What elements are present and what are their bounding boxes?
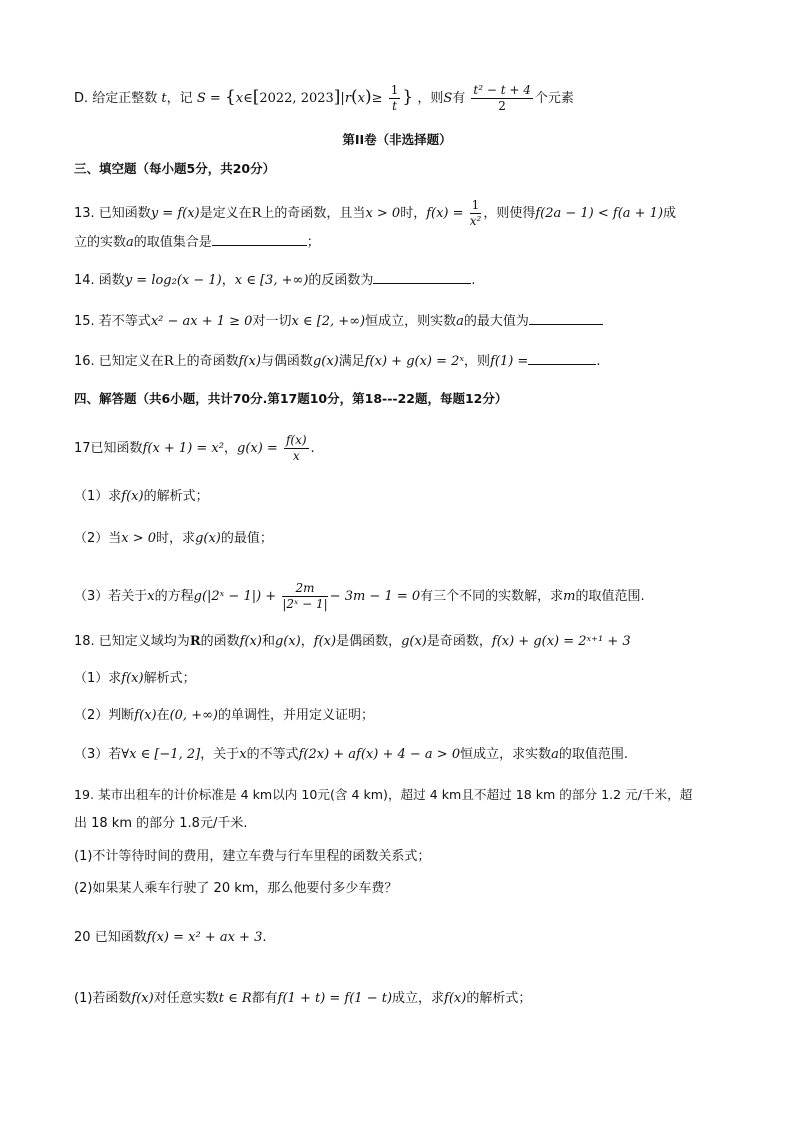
q14-func: y = log₂(x − 1) (124, 273, 222, 288)
q17-p2-c: 的最值； (220, 531, 273, 546)
q18-p3-e: 的取值范围. (558, 747, 629, 762)
q17-p2-a: （2）当 (74, 531, 122, 546)
part4-header: 四、解答题（共6小题，共计70分.第17题10分，第18---22题，每题12分） (74, 391, 508, 406)
q12d-bar: | (340, 91, 345, 106)
q20-p1-e: 的解析式； (466, 991, 532, 1006)
q12d-label: D. 给定正整数 (74, 91, 158, 106)
q13-R: R (251, 206, 262, 221)
q13-a: 13. 已知函数 (74, 206, 151, 221)
q15-b: 对一切 (252, 314, 292, 329)
q17-f1: f(x + 1) = x² (142, 441, 224, 456)
q20-stem (74, 928, 267, 948)
q20-p1-c: 都有 (251, 991, 278, 1006)
q14-a: 14. 函数 (74, 273, 125, 288)
part3-header: 三、填空题（每小题5分，共20分） (74, 161, 276, 176)
q20-p1-eq: f(1 + t) = f(1 − t) (277, 991, 393, 1006)
q16-a: 16. 已知定义在 (74, 354, 164, 369)
q13-answer-blank[interactable] (212, 233, 307, 246)
q12d-eq: = (209, 91, 221, 106)
q12d-count-num: t² − t + 4 (473, 83, 531, 97)
q17-g: g(x) = (237, 441, 278, 456)
section-title: 第II卷（非选择题） (342, 132, 452, 147)
q17-frac-num: f(x) (285, 433, 307, 447)
q12d-frac-num: 1 (390, 83, 399, 97)
q18-part2 (74, 706, 374, 726)
q15-ineq: x² − ax + 1 ≥ 0 (150, 314, 253, 329)
q20-p1-a: (1)若函数 (74, 991, 132, 1006)
q18-part3 (74, 745, 628, 765)
q15-a: 15. 若不等式 (74, 314, 151, 329)
q13-c: 上的奇函数，且当 (261, 206, 366, 221)
q20-f: f(x) = x² + ax + 3 (146, 930, 263, 945)
q12d-count-den: 2 (498, 99, 506, 113)
q17-p1-f: f(x) (121, 489, 144, 504)
q18-c: ， (300, 634, 314, 649)
q20-p1-f: f(x) (131, 991, 154, 1006)
q13-fdef: f(x) = (426, 206, 464, 221)
q18-f2: f(x) (313, 634, 337, 649)
q18-stem (74, 632, 631, 652)
q16-f1: f(1) = (490, 354, 529, 369)
q17-p3-frac-num: 2m (282, 581, 327, 597)
q15-d: 的最大值为 (463, 314, 529, 329)
q18-p1-b: 解析式； (143, 671, 196, 686)
q19-part1: (1)不计等待时间的费用，建立车费与行车里程的函数关系式； (74, 849, 431, 864)
q13-ineq: f(2a − 1) < f(a + 1) (535, 206, 664, 221)
q19-part2: (2)如果某人乘车行驶了 20 km，那么他要付多少车费？ (74, 881, 398, 896)
q18-p3-c: 的不等式 (246, 747, 299, 762)
q17-p3-b: 的方程 (154, 589, 194, 604)
q18-p3-a: （3）若 (74, 747, 122, 762)
q20-p1-d: 成立，求 (392, 991, 445, 1006)
q17-p3-a: （3）若关于 (74, 589, 148, 604)
q20-p1-f2: f(x) (444, 991, 467, 1006)
q20-end: . (262, 930, 267, 945)
q14-answer-blank[interactable] (373, 271, 471, 284)
q17-p3-d: 的取值范围. (575, 589, 645, 604)
q12d-x2: x (357, 91, 366, 106)
q13-line2-b: 的取值集合是 (133, 235, 212, 250)
q17-p3-eq2: − 3m − 1 = 0 (329, 589, 421, 604)
q14-end: . (471, 273, 476, 288)
q12d-interval: 2022, 2023 (259, 91, 334, 106)
q12d-you: 有 (452, 91, 466, 106)
q18-part1 (74, 669, 196, 689)
q20-part1 (74, 989, 531, 1009)
q16-g: g(x) (312, 354, 339, 369)
q18-p3-ineq: f(2x) + af(x) + 4 − a > 0 (298, 747, 461, 762)
q17-p1-a: （1）求 (74, 489, 122, 504)
q12-option-d: D. 给定正整数 t，记 S = {x∈[2022, 2023]|r(x)≥ $\frac{1}{t}$ } ，则S有 $\frac{\text{t² − t + 4}}{2}$ 个元素 (74, 83, 574, 113)
q17-p1-b: 的解析式； (143, 489, 209, 504)
q20-p1-b: 对任意实数 (153, 991, 219, 1006)
q13-a-var: a (126, 235, 134, 250)
q18-R: R (189, 634, 201, 649)
q12d-S: S (443, 91, 453, 106)
q17-p3-frac-den: |2ˣ − 1| (282, 597, 328, 611)
q13-fx: y = f(x) (150, 206, 200, 221)
q17-frac (284, 433, 309, 464)
q17-part2 (74, 529, 273, 549)
q18-p3-a-var: a (551, 747, 559, 762)
q18-p2-a: （2）判断 (74, 708, 135, 723)
q16-e: ，则 (464, 354, 491, 369)
q16-end: . (596, 354, 601, 369)
q13-d: 时， (400, 206, 427, 221)
q14-b: 的反函数为 (308, 273, 374, 288)
q19-line1: 19. 某市出租车的计价标准是 4 km以内 10元(含 4 km)，超过 4 km且不超过 18 km 的部分 1.2 元/千米，超 (74, 787, 693, 802)
q15-line (74, 312, 603, 332)
q16-answer-blank[interactable] (528, 352, 596, 365)
q19-line2: 出 18 km 的部分 1.8元/千米. (74, 816, 248, 831)
q17-comma: ， (223, 441, 237, 456)
q12d-count-frac (471, 83, 532, 114)
q18-p3-x: x (239, 747, 247, 762)
q18-e: 是奇函数， (426, 634, 492, 649)
q17-p3-c: 有三个不同的实数解，求 (420, 589, 564, 604)
q12d-tail: 个元素 (534, 91, 574, 106)
q17-p3-x: x (147, 589, 155, 604)
q18-p3-b: ，关于 (200, 747, 240, 762)
q13-frac-den: x² (469, 214, 482, 228)
q12d-frac (389, 83, 401, 114)
q18-p2-c: 的单调性，并用定义证明； (218, 708, 375, 723)
q15-answer-blank[interactable] (529, 312, 603, 325)
q12d-geq: ≥ (371, 91, 383, 106)
q17-end: . (310, 441, 315, 456)
q18-b: 的函数 (200, 634, 240, 649)
q13-b: 是定义在 (199, 206, 252, 221)
q18-p2-b: 在 (156, 708, 170, 723)
q18-p3-dom: ∀x ∈ [−1, 2] (121, 747, 201, 762)
q14-line (74, 271, 476, 291)
q17-p2-cond: x > 0 (121, 531, 157, 546)
q18-p2-f: f(x) (134, 708, 157, 723)
q18-g: g(x) (274, 634, 301, 649)
q13-f: 成 (663, 206, 677, 221)
q20-a: 已知函数 (94, 930, 147, 945)
q17-a: 已知函数 (90, 441, 143, 456)
q16-f: f(x) (238, 354, 261, 369)
q18-a: 18. 已知定义域均为 (74, 634, 190, 649)
q16-R: R (163, 354, 174, 369)
q18-d: 是偶函数， (336, 634, 402, 649)
q20-num: 20 (74, 930, 91, 945)
q18-f: f(x) (239, 634, 262, 649)
q18-p3-d: 恒成立，求实数 (460, 747, 552, 762)
q14-dom: x ∈ [3, +∞) (234, 273, 309, 288)
q13-frac (470, 198, 482, 229)
q17-stem (74, 433, 315, 464)
q18-eq: f(x) + g(x) = 2ˣ⁺¹ + 3 (491, 634, 631, 649)
q17-part1 (74, 487, 209, 507)
q12d-then: ，则 (417, 91, 444, 106)
q13-line1 (74, 198, 676, 229)
q16-eq: f(x) + g(x) = 2ˣ (364, 354, 465, 369)
q17-num: 17 (74, 441, 91, 456)
q15-a-var: a (456, 314, 464, 329)
q12d-x: x (235, 91, 244, 106)
q20-p1-t: t ∈ R (218, 991, 252, 1006)
q12d-frac-den: t (392, 99, 397, 113)
q16-b: 上的奇函数 (173, 354, 239, 369)
q18-g2: g(x) (401, 634, 427, 649)
q12d-ji: ，记 (166, 91, 193, 106)
q16-d: 满足 (338, 354, 365, 369)
q18-p1-a: （1）求 (74, 671, 122, 686)
q16-line (74, 352, 600, 372)
q17-frac-den: x (292, 449, 300, 463)
q17-part3 (74, 581, 645, 612)
q17-p3-eq1: g(|2ˣ − 1|) + (193, 589, 277, 604)
q13-line2-c: ； (306, 235, 320, 250)
q18-p1-f: f(x) (121, 671, 144, 686)
q17-p3-frac (282, 581, 327, 612)
q13-line2-a: 立的实数 (74, 235, 127, 250)
q18-p2-int: (0, +∞) (169, 708, 218, 723)
q12d-in: ∈ (243, 91, 253, 106)
q12d-set: S (196, 91, 206, 106)
q15-dom: x ∈ [2, +∞) (291, 314, 366, 329)
q16-c: 与偶函数 (260, 354, 313, 369)
q13-frac-num: 1 (471, 198, 480, 212)
q12d-t: t (161, 91, 167, 106)
q14-comma: ， (221, 273, 235, 288)
q18-and: 和 (261, 634, 275, 649)
q17-p3-m: m (563, 589, 576, 604)
q17-p2-b: 时，求 (156, 531, 196, 546)
q13-line2 (74, 233, 320, 253)
q17-p2-g: g(x) (195, 531, 221, 546)
q12d-r: r (344, 91, 352, 106)
q13-e: ，则使得 (483, 206, 536, 221)
q13-cond: x > 0 (365, 206, 401, 221)
q15-c: 恒成立，则实数 (365, 314, 457, 329)
